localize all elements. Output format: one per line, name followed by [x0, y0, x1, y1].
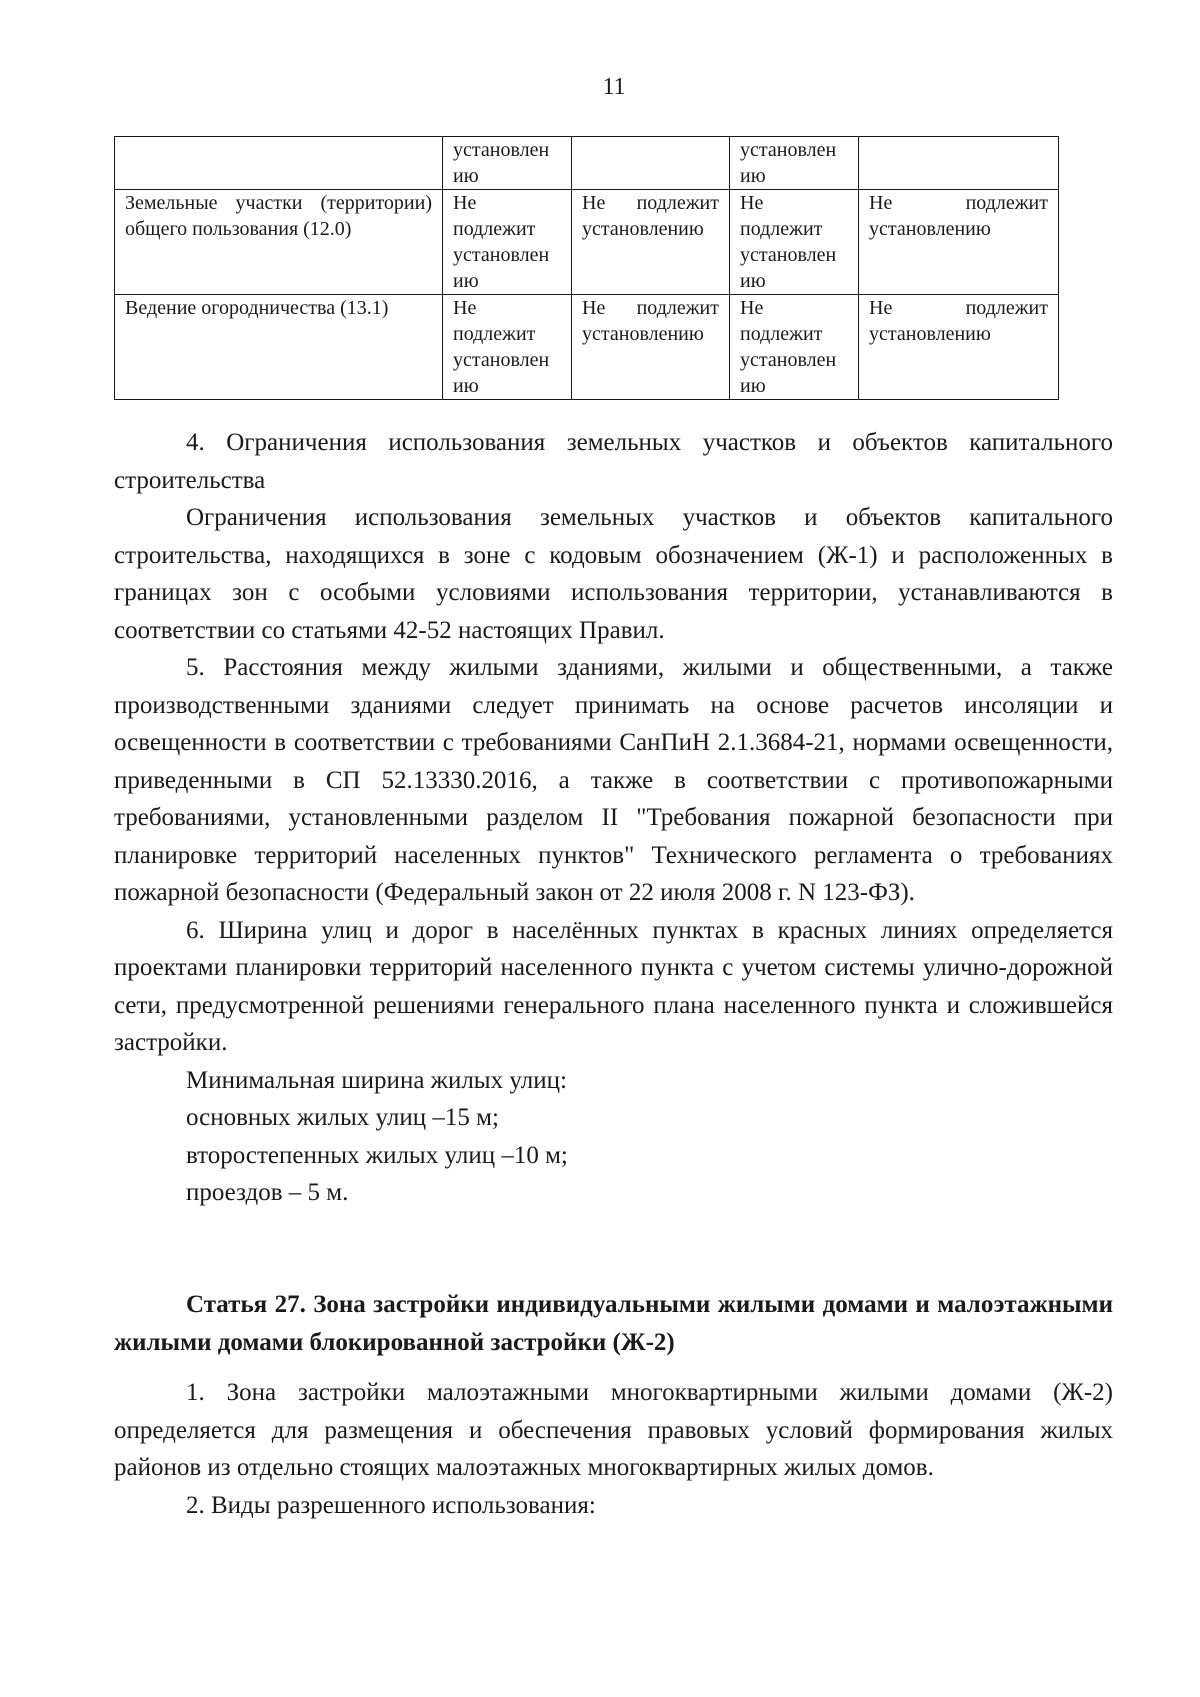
article-heading: Статья 27. Зона застройки индивидуальными жилыми домами и малоэтажными жилыми домами блокированной застройки (Ж-2): [114, 1291, 1113, 1356]
table-row: [115, 190, 1059, 295]
table-row: [115, 295, 1059, 400]
table-cell: Не подлежит установлен ию: [443, 190, 572, 295]
table-row: [115, 137, 1059, 190]
paragraph-4-title: 4. Ограничения использования земельных участков и объектов капитального строительства: [114, 429, 1113, 494]
table-cell: установлен ию: [443, 137, 572, 190]
paragraph-6: 6. Ширина улиц и дорог в населённых пунктах в красных линиях определяется проектами планировки территорий населенного пункта с учетом системы улично-дорожной сети, предусмотренной решениями генерального плана населенного пункта и сложившейся застройки.: [114, 916, 1113, 1056]
table-cell: Не подлежит установлен ию: [443, 295, 572, 400]
table-cell: Не подлежит установлению: [572, 295, 730, 400]
article-paragraph-2: 2. Виды разрешенного использования:: [186, 1491, 596, 1519]
table-cell: [572, 137, 730, 190]
table-cell: Не подлежит установлению: [859, 190, 1059, 295]
page-number: 11: [602, 74, 626, 100]
list-item: проездов – 5 м.: [186, 1179, 349, 1206]
list-item: основных жилых улиц –15 м;: [186, 1104, 499, 1131]
paragraph-5: 5. Расстояния между жилыми зданиями, жилыми и общественными, а также производственными зданиями следует принимать на основе расчетов инсоляции и освещенности в соответствии с требованиями СанПиН 2.1.3684-21, нормами освещенности, приведенными в СП 52.13330.2016, а также в соответствии с противопожарными требованиями, установленными разделом II "Требования пожарной безопасности при планировке территорий населенных пунктов" Технического регламента о требованиях пожарной безопасности (Федеральный закон от 22 июля 2008 г. N 123-ФЗ).: [114, 654, 1113, 906]
table-cell: Ведение огородничества (13.1): [115, 295, 443, 400]
table-cell: Не подлежит установлен ию: [730, 295, 859, 400]
table-cell: Не подлежит установлению: [859, 295, 1059, 400]
rules-table: [114, 136, 1059, 400]
paragraph-4-text: Ограничения использования земельных участков и объектов капитального строительства, находящихся в зоне с кодовым обозначением (Ж-1) и расположенных в границах зон с особыми условиями использования территории, устанавливаются в соответствии со статьями 42-52 настоящих Правил.: [114, 504, 1113, 644]
table-cell: установлен ию: [730, 137, 859, 190]
table-cell: Не подлежит установлен ию: [730, 190, 859, 295]
min-width-label: Минимальная ширина жилых улиц:: [186, 1066, 567, 1094]
table-cell: Земельные участки (территории) общего пользования (12.0): [115, 190, 443, 295]
list-item: второстепенных жилых улиц –10 м;: [186, 1141, 568, 1169]
document-body: [114, 424, 1113, 1524]
table-cell: Не подлежит установлению: [572, 190, 730, 295]
table-cell: [859, 137, 1059, 190]
table-cell: [115, 137, 443, 190]
article-paragraph-1: 1. Зона застройки малоэтажными многоквартирными жилыми домами (Ж-2) определяется для размещения и обеспечения правовых условий формирования жилых районов из отдельно стоящих малоэтажных многоквартирных жилых домов.: [114, 1379, 1113, 1481]
